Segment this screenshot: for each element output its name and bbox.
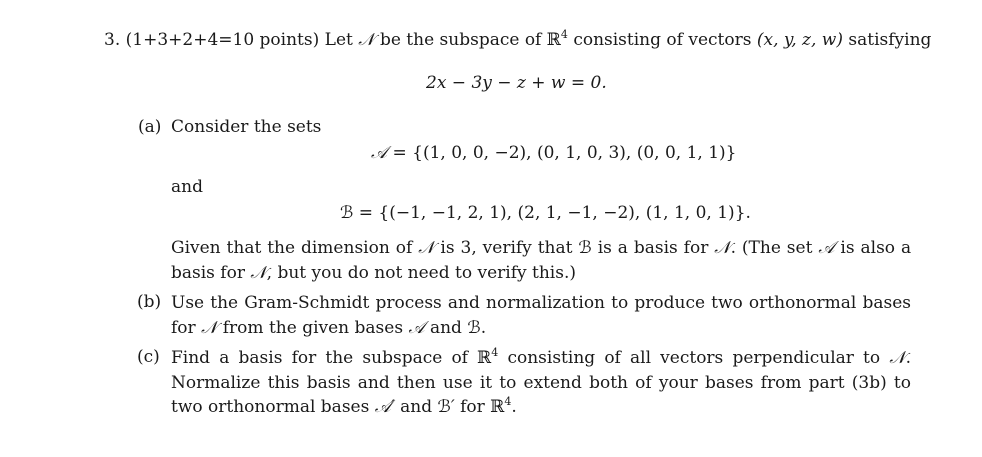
problem-points: (1+3+2+4=10 points)	[125, 30, 320, 50]
part-a-instruction: Given that the dimension of 𝒩 is 3, verify that ℬ is a basis for 𝒩. (The set 𝒜 is also a basis for 𝒩, but you do not need to verify this.)	[171, 238, 912, 283]
real-space-symbol: ℝ$^4$	[546, 28, 568, 50]
set-A-definition: 𝒜 = {(1, 0, 0, −2), (0, 1, 0, 3), (0, 0, 1, 1)}	[371, 143, 737, 163]
part-a-and: and	[171, 177, 203, 197]
subspace-symbol: 𝒩	[358, 30, 375, 50]
set-B-definition: ℬ = {(−1, −1, 2, 1), (2, 1, −1, −2), (1, 1, 0, 1)}.	[340, 203, 751, 223]
part-a-label: (a)	[138, 117, 162, 137]
part-b-label: (b)	[137, 292, 162, 312]
part-c-label: (c)	[137, 347, 160, 367]
problem-statement: 3. (1+3+2+4=10 points) Let 𝒩 be the subspace of ℝ$^4$ consisting of vectors (x, y, z, w) satisfying	[104, 28, 932, 50]
part-c-instruction: Find a basis for the subspace of ℝ$^4$ consisting of all vectors perpendicular to 𝒩. Normalize this basis and then use it to extend both of your bases from part (3b) to two orthonormal bases 𝒜′ and ℬ′ for ℝ$^4$.	[171, 346, 912, 417]
vector-notation: (x, y, z, w)	[756, 30, 843, 50]
constraint-equation: 2x − 3y − z + w = 0.	[426, 73, 607, 93]
part-b-instruction: Use the Gram-Schmidt process and normalization to produce two orthonormal bases for 𝒩 from the given bases 𝒜 and ℬ.	[171, 293, 911, 338]
part-a-consider: Consider the sets	[171, 117, 322, 137]
problem-number: 3.	[104, 30, 121, 50]
